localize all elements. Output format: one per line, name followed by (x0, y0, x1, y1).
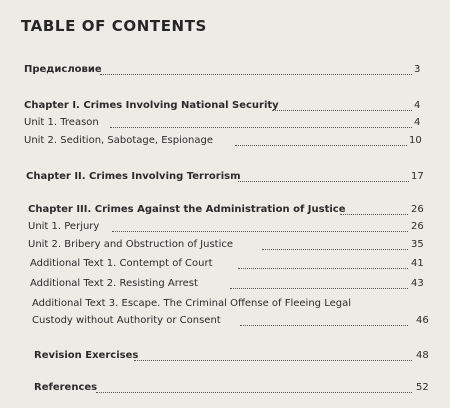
toc-entry-chapter-3 (0, 202, 450, 218)
entry-label: Custody without Authority or Consent (32, 315, 221, 326)
toc-entry-additional-3-line2 (0, 313, 450, 329)
toc-entry-additional-2 (0, 276, 450, 292)
page-number: 41 (411, 258, 424, 269)
page-number: 26 (411, 221, 424, 232)
entry-label: Additional Text 1. Contempt of Court (30, 258, 213, 269)
toc-entry-additional-3-line1 (0, 296, 450, 312)
dot-leader (238, 267, 408, 269)
dot-leader (262, 248, 408, 250)
page-number: 48 (416, 350, 429, 361)
page-number: 43 (411, 278, 424, 289)
entry-label: References (34, 382, 98, 393)
dot-leader (340, 213, 408, 215)
page-number: 52 (416, 382, 429, 393)
toc-entry-references (0, 380, 450, 396)
toc-entry-unit-1-treason (0, 115, 450, 131)
toc-entry-chapter-1 (0, 98, 450, 114)
entry-label: Chapter I. Crimes Involving National Security (24, 100, 279, 111)
entry-label: Revision Exercises (34, 350, 139, 361)
entry-label: Предисловие (24, 64, 102, 75)
dot-leader (100, 73, 412, 75)
dot-leader (112, 230, 408, 232)
toc-entry-unit-1-perjury (0, 219, 450, 235)
dot-leader (238, 180, 409, 182)
entry-label: Additional Text 2. Resisting Arrest (30, 278, 198, 289)
toc-entry-revision (0, 348, 450, 364)
toc-entry-additional-1 (0, 256, 450, 272)
entry-label: Unit 2. Sedition, Sabotage, Espionage (24, 135, 213, 146)
toc-entry-unit-2-bribery (0, 237, 450, 253)
toc-entry-chapter-2 (0, 169, 450, 185)
dot-leader (230, 287, 408, 289)
page-number: 35 (411, 239, 424, 250)
dot-leader (272, 109, 412, 111)
page-number: 26 (411, 204, 424, 215)
entry-label: Chapter III. Crimes Against the Administration of Justice (28, 204, 346, 215)
toc-title: TABLE OF CONTENTS (21, 17, 207, 35)
page-number: 4 (414, 117, 421, 128)
page-number: 4 (414, 100, 421, 111)
dot-leader (235, 144, 407, 146)
entry-label: Unit 1. Perjury (28, 221, 100, 232)
toc-entry-unit-2-sedition (0, 133, 450, 149)
entry-label: Unit 1. Treason (24, 117, 99, 128)
page-number: 46 (416, 315, 429, 326)
dot-leader (110, 126, 412, 128)
dot-leader (134, 359, 412, 361)
dot-leader (240, 324, 408, 326)
toc-entry-foreword (0, 62, 450, 78)
dot-leader (96, 391, 412, 393)
entry-label: Additional Text 3. Escape. The Criminal Offense of Fleeing Legal (32, 298, 351, 309)
entry-label: Chapter II. Crimes Involving Terrorism (26, 171, 241, 182)
entry-label: Unit 2. Bribery and Obstruction of Justice (28, 239, 233, 250)
page-number: 10 (409, 135, 422, 146)
page-number: 17 (411, 171, 424, 182)
page-number: 3 (414, 64, 421, 75)
